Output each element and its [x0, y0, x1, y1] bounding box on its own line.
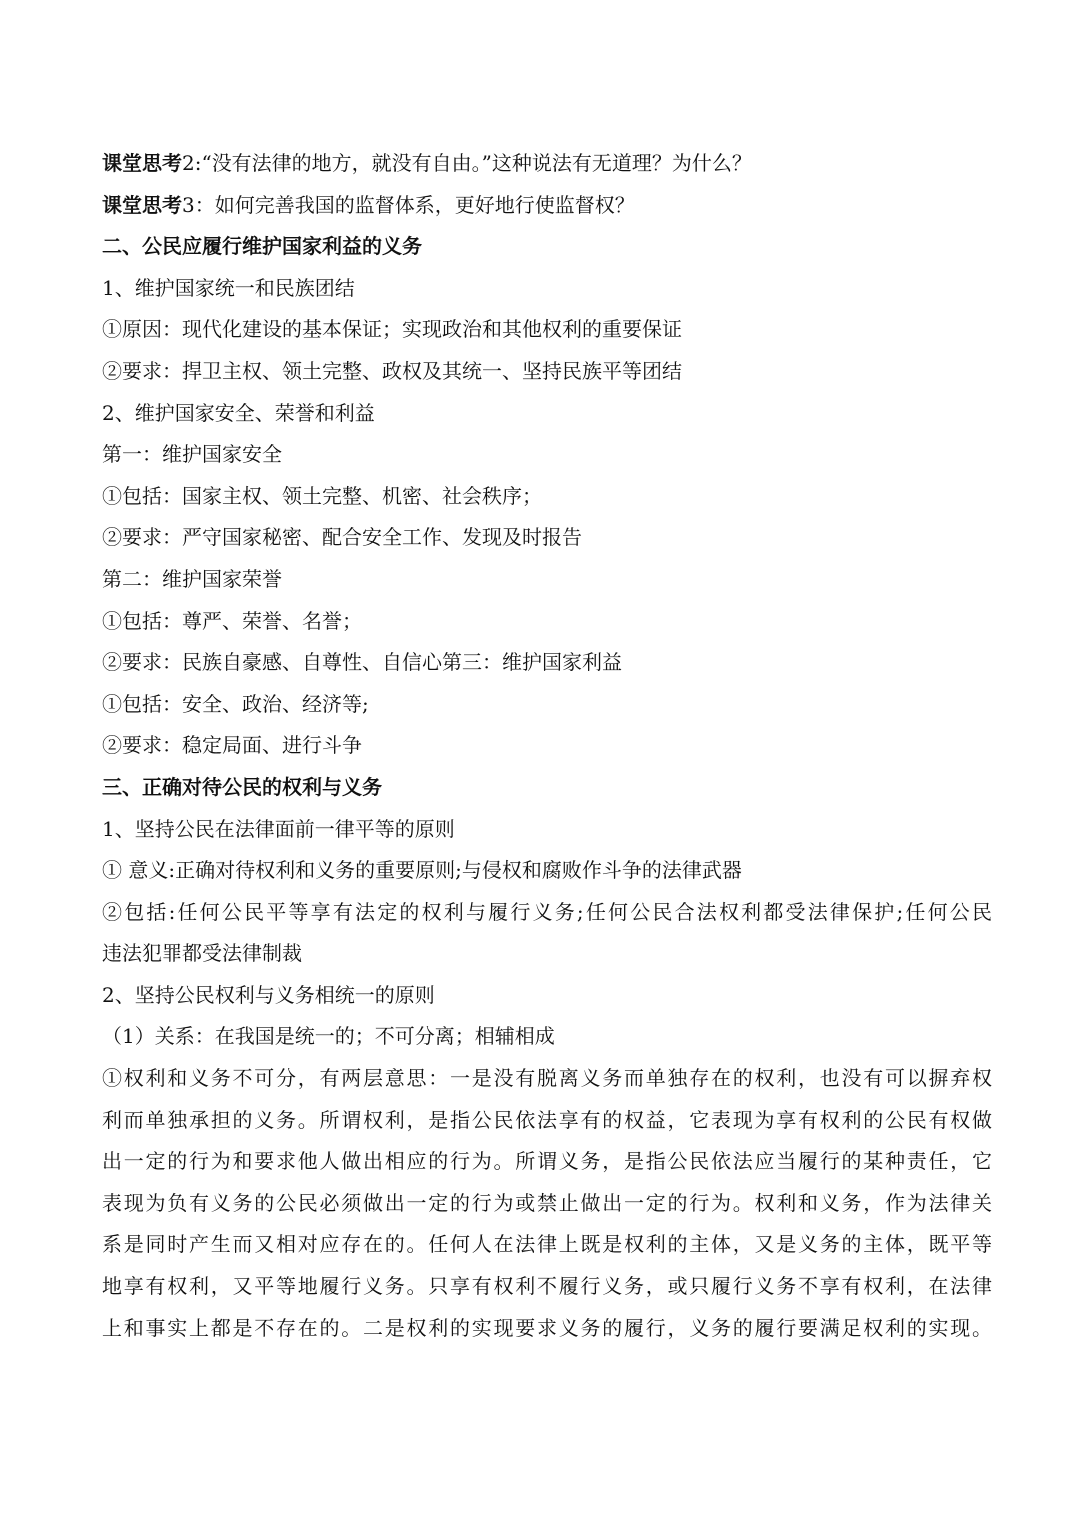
first-requirement: ②要求：严守国家秘密、配合安全工作、发现及时报告: [102, 525, 582, 550]
principle-1: 1、坚持公民在法律面前一律平等的原则: [102, 816, 455, 841]
subsection-1: 1、维护国家统一和民族团结: [102, 275, 355, 300]
paragraph-line: 表现为负有义务的公民必须做出一定的行为或禁止做出一定的行为。权利和义务，作为法律关: [102, 1190, 992, 1215]
second-heading: 第二：维护国家荣誉: [102, 566, 282, 591]
principle-2: 2、坚持公民权利与义务相统一的原则: [102, 982, 435, 1007]
first-includes: ①包括：国家主权、领土完整、机密、社会秩序；: [102, 483, 542, 508]
class-thinking-2-text: 2:“没有法律的地方，就没有自由。”这种说法有无道理？为什么？: [182, 151, 752, 175]
principle-1-meaning: ① 意义:正确对待权利和义务的重要原则;与侵权和腐败作斗争的法律武器: [102, 858, 742, 883]
class-thinking-2-label: 课堂思考: [102, 151, 182, 175]
principle-2-relation: （1）关系：在我国是统一的；不可分离；相辅相成: [102, 1024, 555, 1049]
paragraph-line: 利而单独承担的义务。所谓权利，是指公民依法享有的权益，它表现为享有权利的公民有权做: [102, 1107, 992, 1132]
class-thinking-3-text: 3：如何完善我国的监督体系，更好地行使监督权？: [182, 192, 635, 217]
paragraph-line: ①权利和义务不可分，有两层意思：一是没有脱离义务而单独存在的权利，也没有可以摒弃权: [102, 1066, 992, 1091]
section-heading-3: 三、正确对待公民的权利与义务: [102, 774, 382, 799]
class-thinking-3-label: 课堂思考: [102, 192, 182, 217]
class-thinking-2: [102, 143, 992, 185]
first-heading: 第一：维护国家安全: [102, 442, 282, 467]
class-thinking-3: [102, 185, 992, 227]
subsection-1-reason: ①原因：现代化建设的基本保证；实现政治和其他权利的重要保证: [102, 317, 682, 342]
paragraph-line: 上和事实上都是不存在的。二是权利的实现要求义务的履行，义务的履行要满足权利的实现。: [102, 1315, 992, 1340]
second-requirement: ②要求：民族自豪感、自尊性、自信心第三：维护国家利益: [102, 650, 622, 675]
paragraph-line: 系是同时产生而又相对应存在的。任何人在法律上既是权利的主体，又是义务的主体，既平等: [102, 1232, 992, 1257]
subsection-1-requirement: ②要求：捍卫主权、领土完整、政权及其统一、坚持民族平等团结: [102, 358, 682, 383]
third-requirement: ②要求：稳定局面、进行斗争: [102, 733, 362, 758]
principle-1-includes-line-2: 违法犯罪都受法律制裁: [102, 941, 302, 966]
third-includes: ①包括：安全、政治、经济等;: [102, 691, 369, 716]
document-page: [102, 143, 992, 1349]
principle-1-includes-line-1: ②包括:任何公民平等享有法定的权利与履行义务;任何公民合法权利都受法律保护;任何公民: [102, 899, 992, 924]
subsection-2: 2、维护国家安全、荣誉和利益: [102, 400, 375, 425]
section-heading-2: 二、公民应履行维护国家利益的义务: [102, 234, 422, 259]
second-includes: ①包括：尊严、荣誉、名誉；: [102, 608, 362, 633]
paragraph-line: 出一定的行为和要求他人做出相应的行为。所谓义务，是指公民依法应当履行的某种责任，它: [102, 1149, 992, 1174]
paragraph-line: 地享有权利，又平等地履行义务。只享有权利不履行义务，或只履行义务不享有权利，在法律: [102, 1274, 992, 1299]
